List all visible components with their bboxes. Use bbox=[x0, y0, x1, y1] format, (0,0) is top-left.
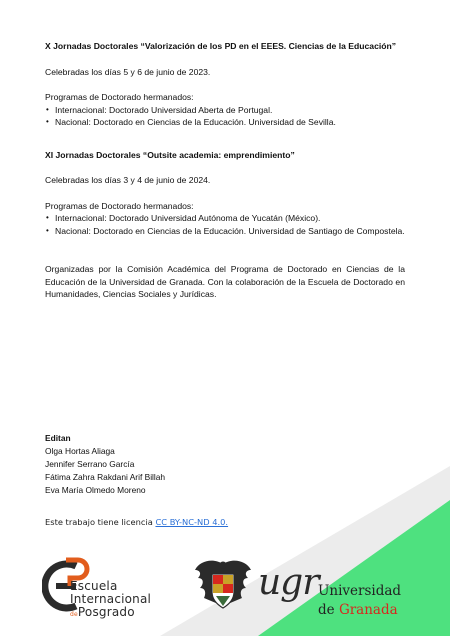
section2-programs-label: Programas de Doctorado hermanados: bbox=[45, 200, 194, 211]
license-link[interactable]: CC BY-NC-ND 4.0. bbox=[155, 517, 229, 527]
license-line bbox=[45, 517, 228, 527]
shield-quarter bbox=[213, 575, 223, 584]
eip-line1: Escuela bbox=[70, 579, 118, 593]
ugr-granada: Granada bbox=[338, 602, 398, 618]
section1-dates: Celebradas los días 5 y 6 de junio de 2023. bbox=[45, 66, 211, 77]
section2-title: XI Jornadas Doctorales “Outsite academia: emprendimiento” bbox=[45, 149, 295, 160]
main-content bbox=[45, 40, 405, 301]
ugr-de: de bbox=[318, 602, 339, 618]
ugr-coat-of-arms-icon bbox=[192, 556, 254, 618]
eip-de: de bbox=[70, 611, 78, 618]
eip-line2: Internacional bbox=[70, 592, 152, 606]
list-item: • Nacional: Doctorado en Ciencias de la Educación. Universidad de Sevilla. bbox=[55, 116, 405, 129]
editors-title: Editan bbox=[45, 433, 71, 443]
list-item: • Internacional: Doctorado Universidad Autónoma de Yucatán (México). bbox=[55, 212, 405, 225]
shield-quarter bbox=[223, 575, 233, 584]
section2-programs-list bbox=[45, 212, 405, 237]
editor-name: Olga Hortas Aliaga bbox=[45, 446, 115, 457]
ugr-mark: ugr bbox=[258, 562, 319, 603]
editors-block bbox=[45, 432, 165, 497]
section1-title: X Jornadas Doctorales “Valorización de los PD en el EEES. Ciencias de la Educación” bbox=[45, 41, 397, 51]
section2-dates: Celebradas los días 3 y 4 de junio de 2024. bbox=[45, 175, 211, 185]
license-text: Este trabajo tiene licencia bbox=[45, 517, 156, 527]
ugr-name bbox=[318, 582, 401, 620]
list-item: • Internacional: Doctorado Universidad Aberta de Portugal. bbox=[55, 104, 405, 117]
editor-name: Eva María Olmedo Moreno bbox=[45, 485, 146, 496]
list-item: • Nacional: Doctorado en Ciencias de la Educación. Universidad de Santiago de Compostela. bbox=[55, 225, 405, 238]
shield-quarter bbox=[223, 584, 233, 593]
shield-quarter bbox=[213, 584, 223, 593]
editor-name: Jennifer Serrano García bbox=[45, 459, 135, 470]
eip-line3: Posgrado bbox=[77, 605, 135, 619]
eip-logo-text bbox=[70, 580, 151, 621]
ugr-line1: Universidad bbox=[318, 583, 402, 599]
section1-programs-label: Programas de Doctorado hermanados: bbox=[45, 92, 194, 102]
organized-by-paragraph: Organizadas por la Comisión Académica del Programa de Doctorado en Ciencias de la Educación de la Universidad de Granada. Con la colaboración de la Escuela de Doctorado en Humanidades, Ciencias Sociales y Jurídicas. bbox=[45, 264, 405, 299]
section1-programs-list bbox=[45, 104, 405, 129]
editor-name: Fátima Zahra Rakdani Arif Billah bbox=[45, 472, 166, 483]
eagle-head bbox=[220, 562, 227, 569]
